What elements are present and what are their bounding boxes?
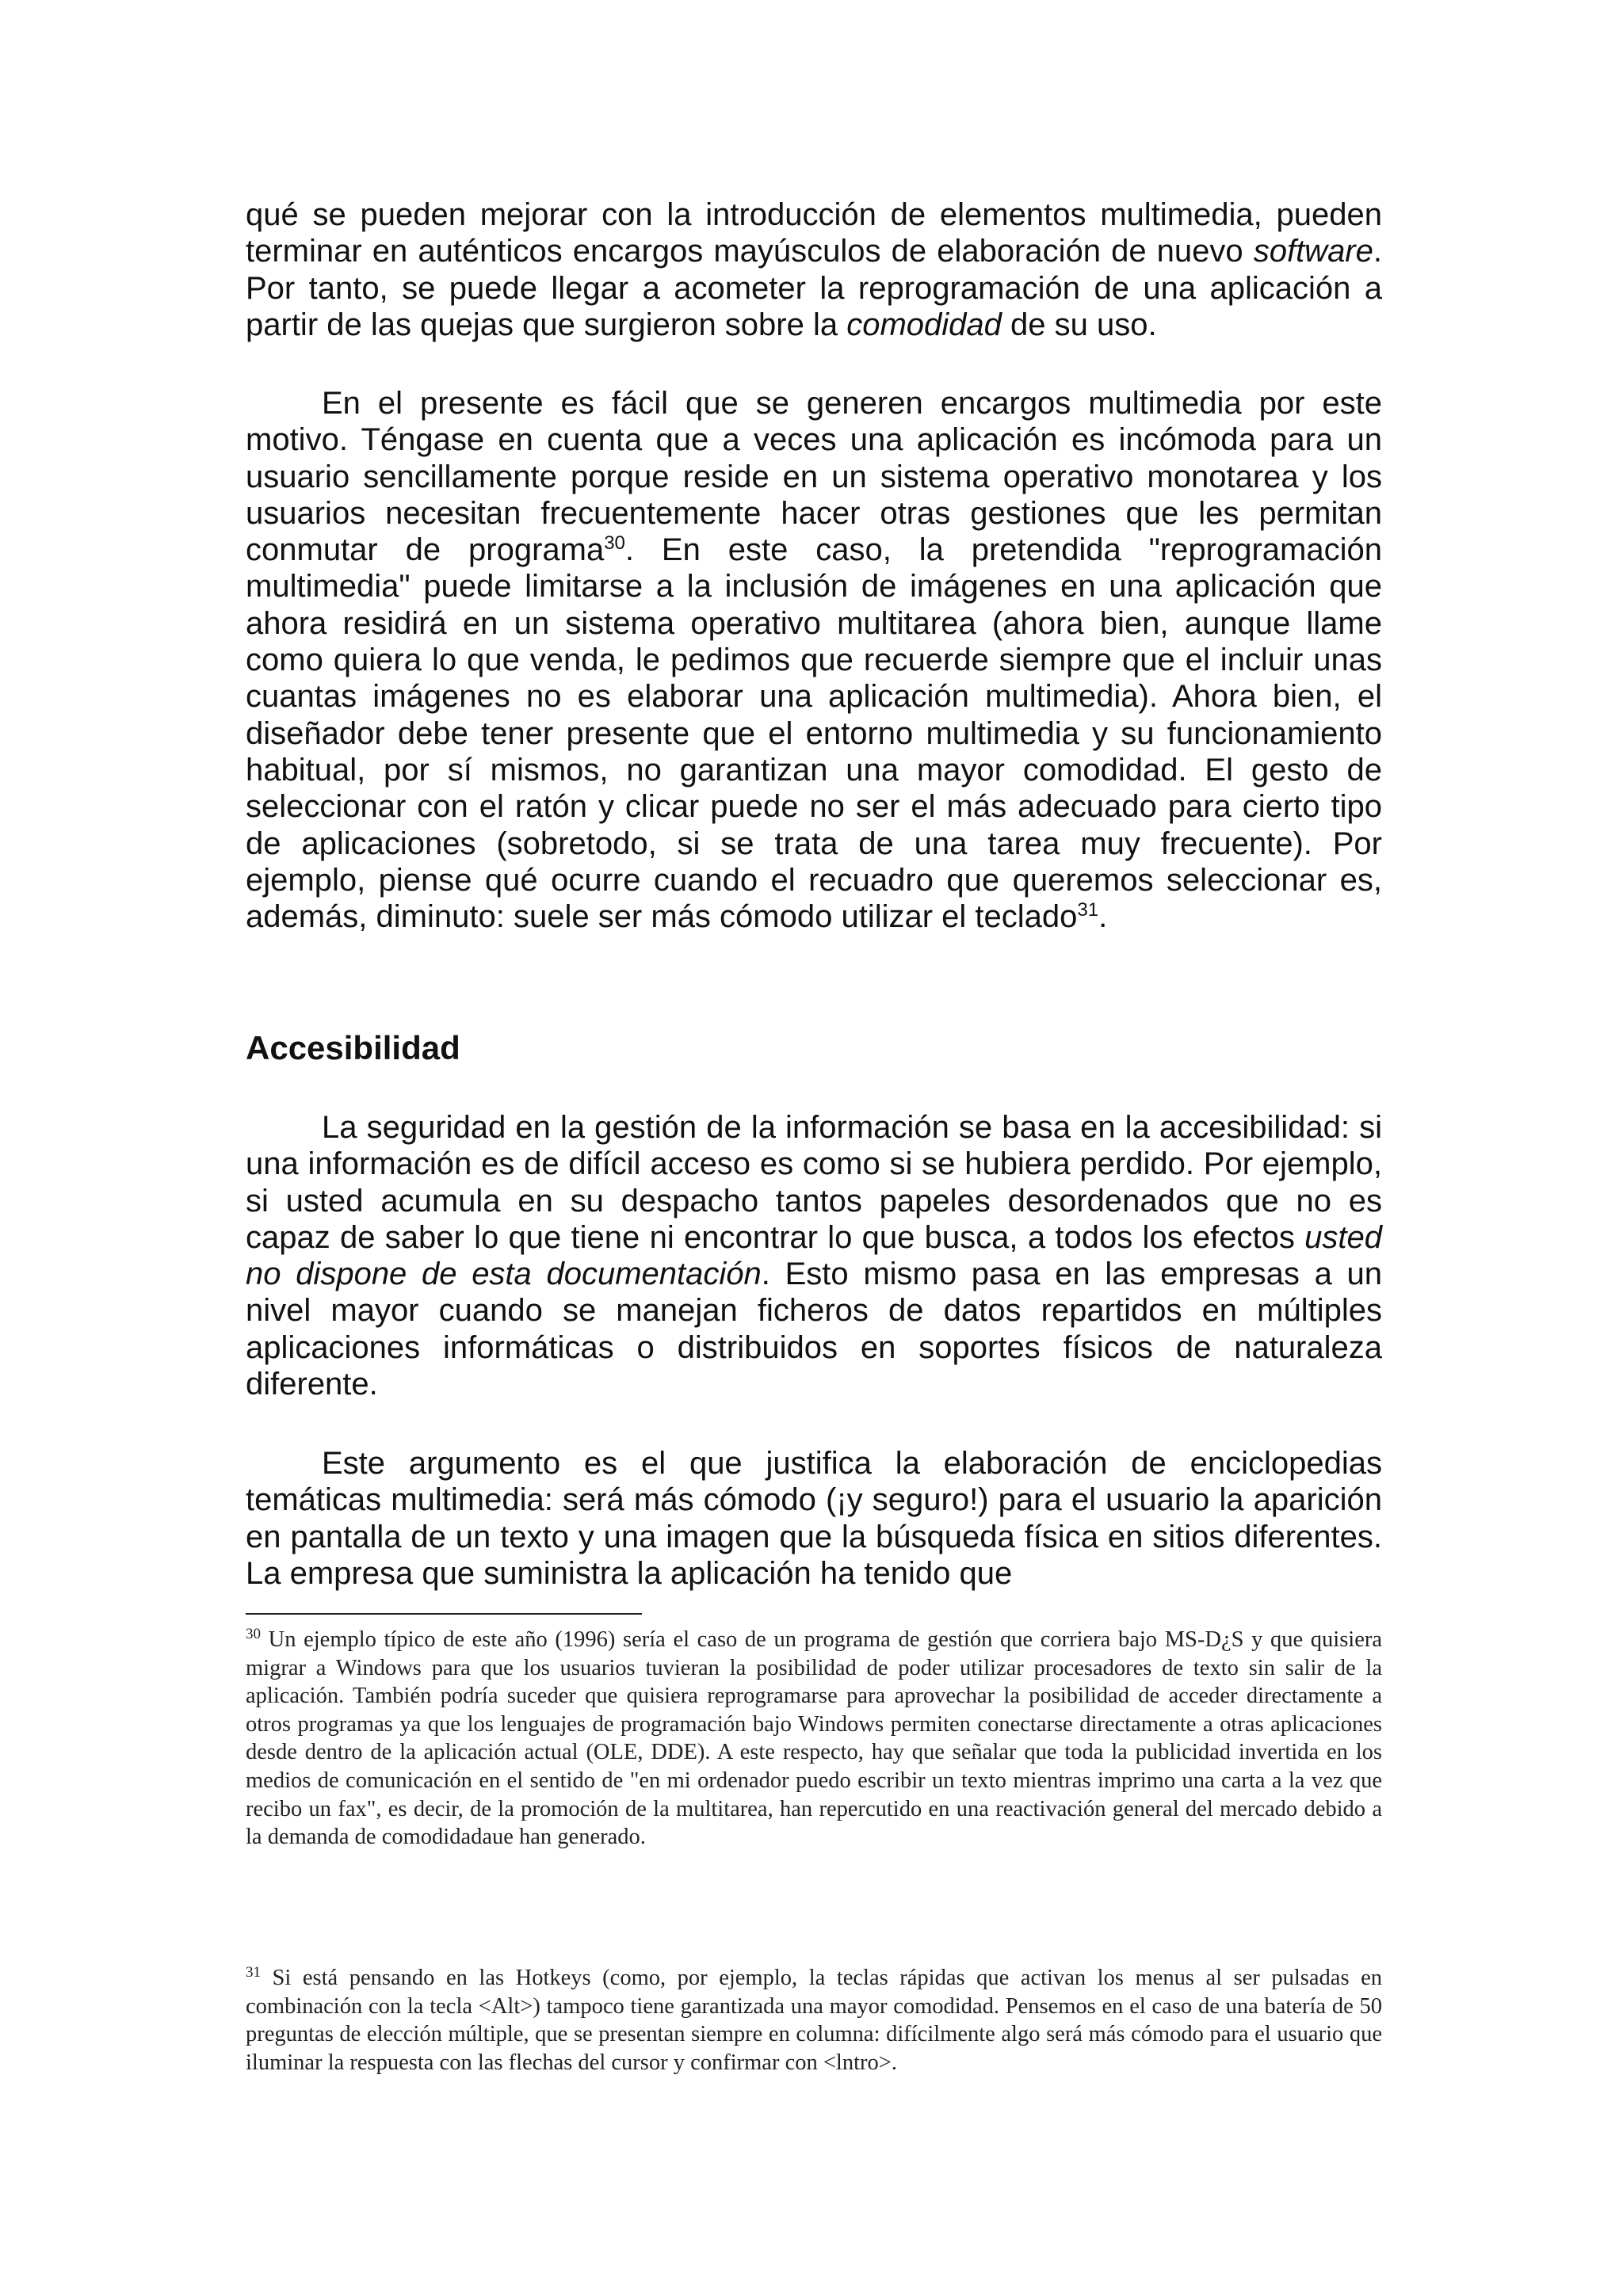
paragraph-3-text-a: La seguridad en la gestión de la información se basa en la accesibilidad: si una información es de difícil acceso es como si se hubiera perdido. Por ejemplo, si usted acumula en su despacho tantos papeles desordenados que no es capaz de saber lo que tiene ni encontrar lo que busca, a todos los efectos (246, 1110, 1382, 1255)
section-heading-accesibilidad: Accesibilidad (246, 1029, 460, 1066)
paragraph-3-italic: usted no dispone de esta documentación (246, 1219, 1382, 1292)
footnote-30-text: Un ejemplo típico de este año (1996) sería el caso de un programa de gestión que corriera bajo MS-D¿S y que quisiera migrar a Windows para que los usuarios tuvieran la posibilidad de poder utilizar procesadores de texto sin salir de la aplicación. También podría suceder que quisiera reprogramarse para aprovechar la posibilidad de acceder directamente a otros programas ya que los lenguajes de programación bajo Windows permiten conectarse directamente a otras aplicaciones desde dentro de la aplicación actual (OLE, DDE). A este respecto, hay que señalar que toda la publicidad invertida en los medios de comunicación en el sentido de "en mi ordenador puedo escribir un texto mientras imprimo una carta a la vez que recibo un fax", es decir, de la promoción de la multitarea, han repercutido en una reactivación general del mercado debido a la demanda de comodidadaue han generado. (246, 1627, 1382, 1850)
paragraph-3-text-c: . Esto mismo pasa en las empresas a un nivel mayor cuando se manejan ficheros de datos repartidos en múltiples aplicaciones informáticas o distribuidos en soportes físicos de naturaleza diferente. (246, 1257, 1382, 1402)
paragraph-4: Este argumento es el que justifica la elaboración de enciclopedias temáticas multimedia: será más cómodo (¡y seguro!) para el usuario la aparición en pantalla de un texto y una imagen que la búsqueda física en sitios diferentes. La empresa que suministra la aplicación ha tenido que (246, 1446, 1382, 1591)
footnote-31-number: 31 (246, 1964, 261, 1981)
paragraph-1-text-e: de su uso. (1001, 307, 1157, 342)
footnote-ref-31[interactable]: 31 (1077, 899, 1099, 921)
footnote-ref-30[interactable]: 30 (604, 532, 625, 555)
paragraph-3 (246, 1109, 1382, 1402)
paragraph-1-italic-comodidad: comodidad (846, 307, 1002, 342)
paragraph-1-text-c: . Por tanto, se puede llegar a acometer la reprogramación de una aplicación a partir de las quejas que surgieron sobre la (246, 234, 1382, 342)
paragraph-1-italic-software: software (1253, 234, 1373, 269)
footnote-31 (246, 1964, 1382, 2077)
paragraph-2-text-a: En el presente es fácil que se generen encargos multimedia por este motivo. Téngase en cuenta que a veces una aplicación es incómoda para un usuario sencillamente porque reside en un sistema operativo monotarea y los usuarios necesitan frecuentemente hacer otras gestiones que les permitan conmutar de programa (246, 386, 1382, 568)
paragraph-2-text-c: . (1098, 899, 1108, 935)
paragraph-2 (246, 385, 1382, 935)
paragraph-2-text-b: . En este caso, la pretendida "reprogramación multimedia" puede limitarse a la inclusión de imágenes en una aplicación que ahora residirá en un sistema operativo multitarea (ahora bien, aunque llame como quiera lo que venda, le pedimos que recuerde siempre que el incluir unas cuantas imágenes no es elaborar una aplicación multimedia). Ahora bien, el diseñador debe tener presente que el entorno multimedia y su funcionamiento habitual, por sí mismos, no garantizan una mayor comodidad. El gesto de seleccionar con el ratón y clicar puede no ser el más adecuado para cierto tipo de aplicaciones (sobretodo, si se trata de una tarea muy frecuente). Por ejemplo, piense qué ocurre cuando el recuadro que queremos seleccionar es, además, diminuto: suele ser más cómodo utilizar el teclado (246, 532, 1382, 935)
footnote-31-text: Si está pensando en las Hotkeys (como, por ejemplo, la teclas rápidas que activan los menus al ser pulsadas en combinación con la tecla <Alt>) tampoco tiene garantizada una mayor comodidad. Pensemos en el caso de una batería de 50 preguntas de elección múltiple, que se presentan siempre en columna: difícilmente algo será más cómodo para el usuario que iluminar la respuesta con las flechas del cursor y confirmar con <lntro>. (246, 1966, 1382, 2075)
footnote-separator (246, 1613, 642, 1615)
paragraph-1-text-a: qué se pueden mejorar con la introducción de elementos multimedia, pueden terminar en auténticos encargos mayúsculos de elaboración de nuevo (246, 197, 1382, 269)
footnote-30-number: 30 (246, 1626, 261, 1642)
paragraph-1 (246, 196, 1382, 343)
footnote-30 (246, 1626, 1382, 1852)
